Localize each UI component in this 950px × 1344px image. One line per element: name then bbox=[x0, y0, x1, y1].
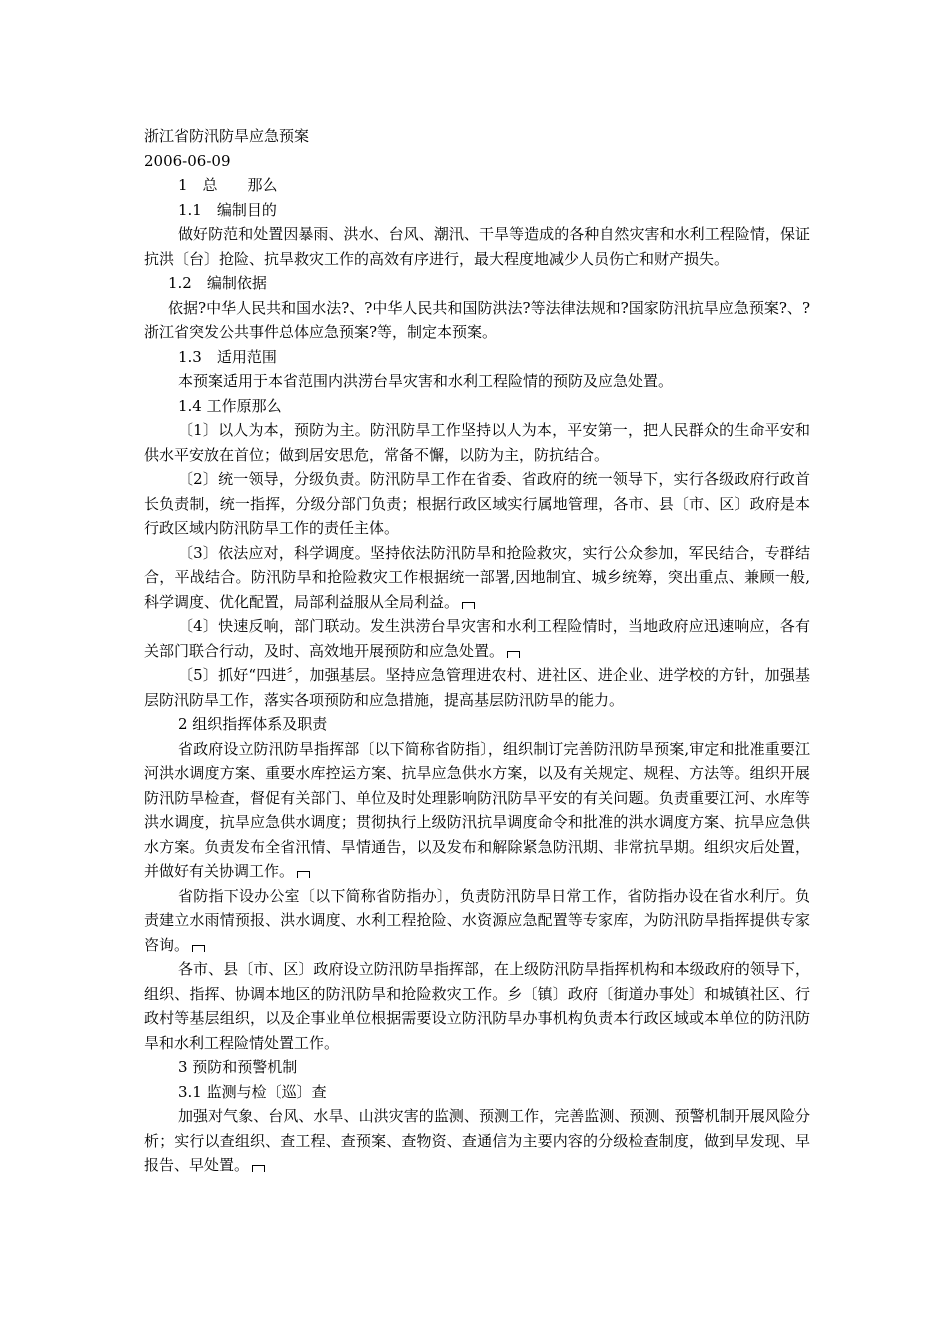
paragraph bbox=[144, 663, 810, 712]
document-title: 浙江省防汛防旱应急预案 bbox=[144, 127, 310, 145]
paragraph-mark-icon bbox=[252, 1165, 265, 1172]
paragraph bbox=[144, 884, 810, 958]
paragraph-text: 〔3〕依法应对，科学调度。坚持依法防汛防旱和抢险救灾，实行公众参加，军民结合，专群结合，平战结合。防汛防旱和抢险救灾工作根据统一部署,因地制宜、城乡统筹，突出重点、兼顾一般,科学调度、优化配置，局部利益服从全局利益。 bbox=[144, 543, 810, 611]
paragraph-text: 1.3 适用范围 bbox=[178, 347, 277, 366]
paragraph-text: 依据?中华人民共和国水法?、?中华人民共和国防洪法?等法律法规和?国家防汛抗旱应急预案?、?浙江省突发公共事件总体应急预案?等，制定本预案。 bbox=[144, 298, 810, 341]
paragraph-mark-icon bbox=[192, 945, 205, 952]
paragraph bbox=[144, 345, 810, 370]
paragraph bbox=[144, 737, 810, 884]
paragraph bbox=[144, 394, 810, 419]
paragraph bbox=[144, 541, 810, 615]
paragraph bbox=[144, 614, 810, 663]
paragraph-text: 〔5〕抓好“四进〞，加强基层。坚持应急管理进农村、进社区、进企业、进学校的方针，加强基层防汛防旱工作，落实各项预防和应急措施，提高基层防汛防旱的能力。 bbox=[144, 666, 810, 709]
paragraph-text: 做好防范和处置因暴雨、洪水、台风、潮汛、干旱等造成的各种自然灾害和水利工程险情，保证抗洪〔台〕抢险、抗旱救灾工作的高效有序进行，最大程度地减少人员伤亡和财产损失。 bbox=[144, 225, 810, 268]
paragraph bbox=[144, 369, 810, 394]
paragraph bbox=[144, 418, 810, 467]
paragraph-text: 〔4〕快速反响，部门联动。发生洪涝台旱灾害和水利工程险情时，当地政府应迅速响应，各有关部门联合行动，及时、高效地开展预防和应急处置。 bbox=[144, 617, 810, 660]
paragraph-text: 1.4 工作原那么 bbox=[178, 396, 282, 415]
paragraph-text: 1 总 那么 bbox=[178, 176, 278, 194]
paragraph-text: 1.2 编制依据 bbox=[168, 274, 267, 292]
paragraph-text: 2 组织指挥体系及职责 bbox=[178, 715, 328, 733]
paragraph-mark-icon bbox=[297, 871, 310, 878]
paragraph-text: 省政府设立防汛防旱指挥部〔以下简称省防指〕，组织制订完善防汛防旱预案,审定和批准重要江河洪水调度方案、重要水库控运方案、抗旱应急供水方案，以及有关规定、规程、方法等。组织开展防汛防旱检查，督促有关部门、单位及时处理影响防汛防旱平安的有关问题。负责重要江河、水库等洪水调度，抗旱应急供水调度；贯彻执行上级防汛抗旱调度命令和批准的洪水调度方案、抗旱应急供水方案。负责发布全省汛情、旱情通告，以及发布和解除紧急防汛期、非常抗旱期。组织灾后处置，并做好有关协调工作。 bbox=[144, 739, 810, 880]
paragraph-text: 〔1〕以人为本，预防为主。防汛防旱工作坚持以人为本，平安第一，把人民群众的生命平安和供水平安放在首位；做到居安思危，常备不懈，以防为主，防抗结合。 bbox=[144, 421, 810, 464]
paragraph-text: 〔2〕统一领导，分级负责。防汛防旱工作在省委、省政府的统一领导下，实行各级政府行政首长负责制，统一指挥，分级分部门负责；根据行政区域实行属地管理，各市、县〔市、区〕政府是本行政区域内防汛防旱工作的责任主体。 bbox=[144, 470, 810, 537]
paragraph-text: 加强对气象、台风、水旱、山洪灾害的监测、预测工作，完善监测、预测、预警机制开展风险分析；实行以查组织、查工程、查预案、查物资、查通信为主要内容的分级检查制度，做到早发现、早报告、早处置。 bbox=[144, 1107, 810, 1174]
paragraph-text: 1.1 编制目的 bbox=[178, 200, 277, 219]
paragraph-text: 本预案适用于本省范围内洪涝台旱灾害和水利工程险情的预防及应急处置。 bbox=[178, 372, 674, 390]
paragraph-text: 3 预防和预警机制 bbox=[178, 1058, 298, 1076]
paragraph bbox=[144, 1104, 810, 1178]
paragraph-mark-icon bbox=[462, 602, 475, 609]
paragraph bbox=[144, 1080, 810, 1105]
paragraph-list bbox=[144, 173, 810, 1178]
paragraph bbox=[144, 271, 810, 296]
paragraph bbox=[144, 198, 810, 223]
paragraph-text: 各市、县〔市、区〕政府设立防汛防旱指挥部，在上级防汛防旱指挥机构和本级政府的领导下，组织、指挥、协调本地区的防汛防旱和抢险救灾工作。乡〔镇〕政府〔街道办事处〕和城镇社区、行政村等基层组织，以及企事业单位根据需要设立防汛防旱办事机构负责本行政区域或本单位的防汛防旱和水利工程险情处置工作。 bbox=[144, 960, 810, 1052]
paragraph bbox=[144, 222, 810, 271]
paragraph bbox=[144, 712, 810, 737]
document-body bbox=[144, 124, 810, 1178]
paragraph bbox=[144, 467, 810, 541]
paragraph-text: 3.1 监测与检〔巡〕查 bbox=[178, 1082, 327, 1101]
paragraph bbox=[144, 173, 810, 198]
document-date: 2006-06-09 bbox=[144, 151, 231, 170]
paragraph-text: 省防指下设办公室〔以下简称省防指办〕，负责防汛防旱日常工作，省防指办设在省水利厅。负责建立水雨情预报、洪水调度、水利工程抢险、水资源应急配置等专家库，为防汛防旱指挥提供专家咨询。 bbox=[144, 886, 810, 954]
paragraph bbox=[144, 1055, 810, 1080]
paragraph bbox=[144, 957, 810, 1055]
paragraph bbox=[144, 296, 810, 345]
paragraph-mark-icon bbox=[507, 651, 520, 658]
